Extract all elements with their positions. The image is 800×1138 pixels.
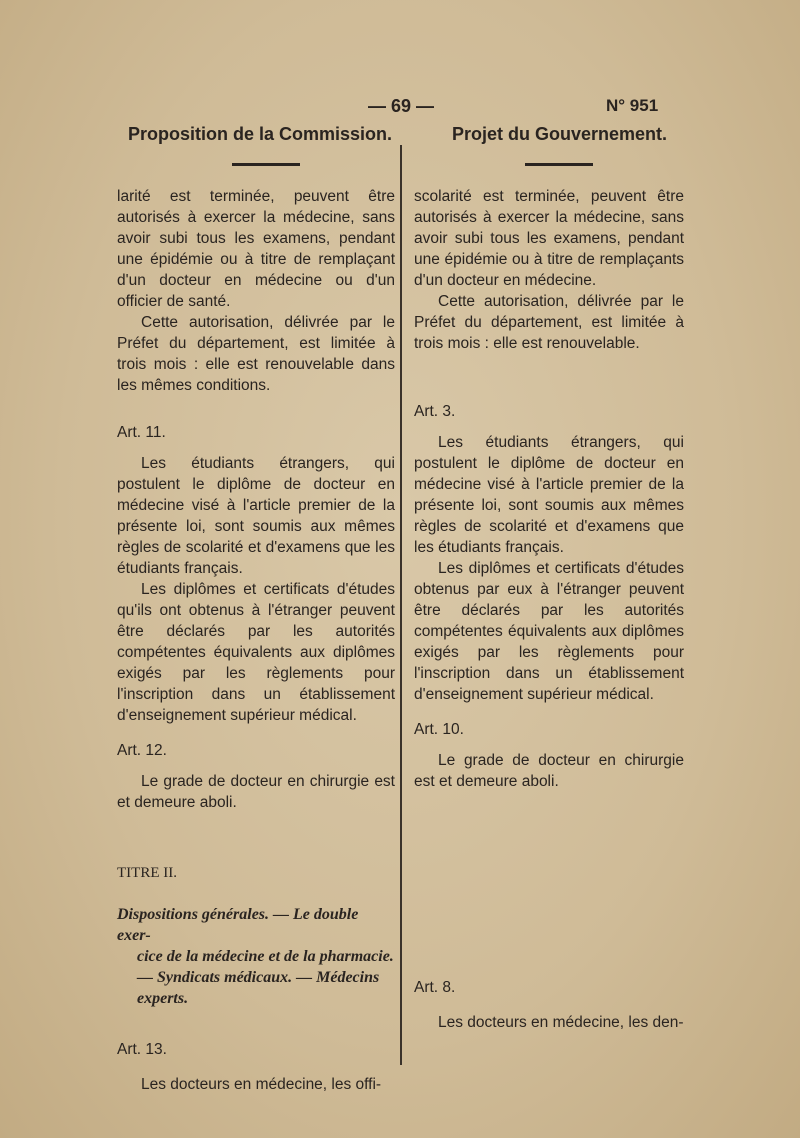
article-heading: Art. 10. (414, 721, 464, 738)
right-title-rule (525, 163, 593, 166)
left-title-rule (232, 163, 300, 166)
title-heading: TITRE II. (117, 865, 177, 881)
paragraph: Les docteurs en médecine, les offi- (141, 1076, 382, 1093)
article-heading: Art. 12. (117, 742, 167, 759)
paragraph: Le grade de docteur en chirurgie est et demeure aboli. (117, 773, 395, 811)
paragraph: Le grade de docteur en chirurgie est et demeure aboli. (414, 752, 684, 790)
right-column-title: Projet du Gouvernement. (452, 124, 668, 144)
paragraph: Les diplômes et certificats d'études obtenus par eux à l'étranger peuvent être déclarés par les autorités compétentes équivalents aux diplômes exigés par les règlements pour l'inscription dans un établissement d'enseignement supérieur médical. (414, 560, 684, 703)
left-column-title: Proposition de la Commission. (128, 124, 393, 144)
article-heading: Art. 3. (414, 403, 456, 420)
government-column (414, 186, 684, 1033)
paragraph: larité est terminée, peuvent être autorisés à exercer la médecine, sans avoir subi tous les examens, pendant une épidémie ou à titre de remplaçant d'un docteur en médecine ou d'un officier de santé. (117, 188, 395, 310)
paragraph: Cette autorisation, délivrée par le Préfet du département, est limitée à trois mois : elle est renouvelable dans les mêmes conditions. (117, 314, 395, 394)
column-divider (400, 145, 402, 1065)
subtitle-line: Dispositions générales. — Le double exer- (117, 906, 359, 944)
paragraph: Les étudiants étrangers, qui postulent le diplôme de docteur en médecine visé à l'article premier de la présente loi, sont soumis aux mêmes règles de scolarité et d'examens que les étudiants français. (117, 455, 395, 577)
paragraph: Les étudiants étrangers, qui postulent le diplôme de docteur en médecine visé à l'article premier de la présente loi, sont soumis aux mêmes règles de scolarité et d'examens que les étudiants français. (414, 434, 684, 556)
paragraph: Les diplômes et certificats d'études qu'ils ont obtenus à l'étranger peuvent être déclarés par les autorités compétentes équivalents aux diplômes exigés par les règlements pour l'inscription dans un établissement d'enseignement supérieur médical. (117, 581, 395, 724)
article-heading: Art. 11. (117, 424, 166, 441)
subtitle-line: — Syndicats médicaux. — Médecins (137, 969, 380, 986)
commission-column (117, 186, 395, 1095)
paragraph: Les docteurs en médecine, les den- (438, 1014, 684, 1031)
paragraph: Cette autorisation, délivrée par le Préfet du département, est limitée à trois mois : elle est renouvelable. (414, 293, 684, 352)
document-number: N° 951 (606, 96, 659, 115)
subtitle-line: experts. (137, 990, 189, 1007)
section-subtitle (117, 904, 395, 1009)
paragraph: scolarité est terminée, peuvent être autorisés à exercer la médecine, sans avoir subi tous les examens, pendant une épidémie ou à titre de remplaçants d'un docteur en médecine. (414, 188, 684, 289)
page-number: — 69 — (368, 96, 435, 116)
article-heading: Art. 13. (117, 1041, 167, 1058)
article-heading: Art. 8. (414, 979, 456, 996)
subtitle-line: cice de la médecine et de la pharmacie. (137, 948, 394, 965)
